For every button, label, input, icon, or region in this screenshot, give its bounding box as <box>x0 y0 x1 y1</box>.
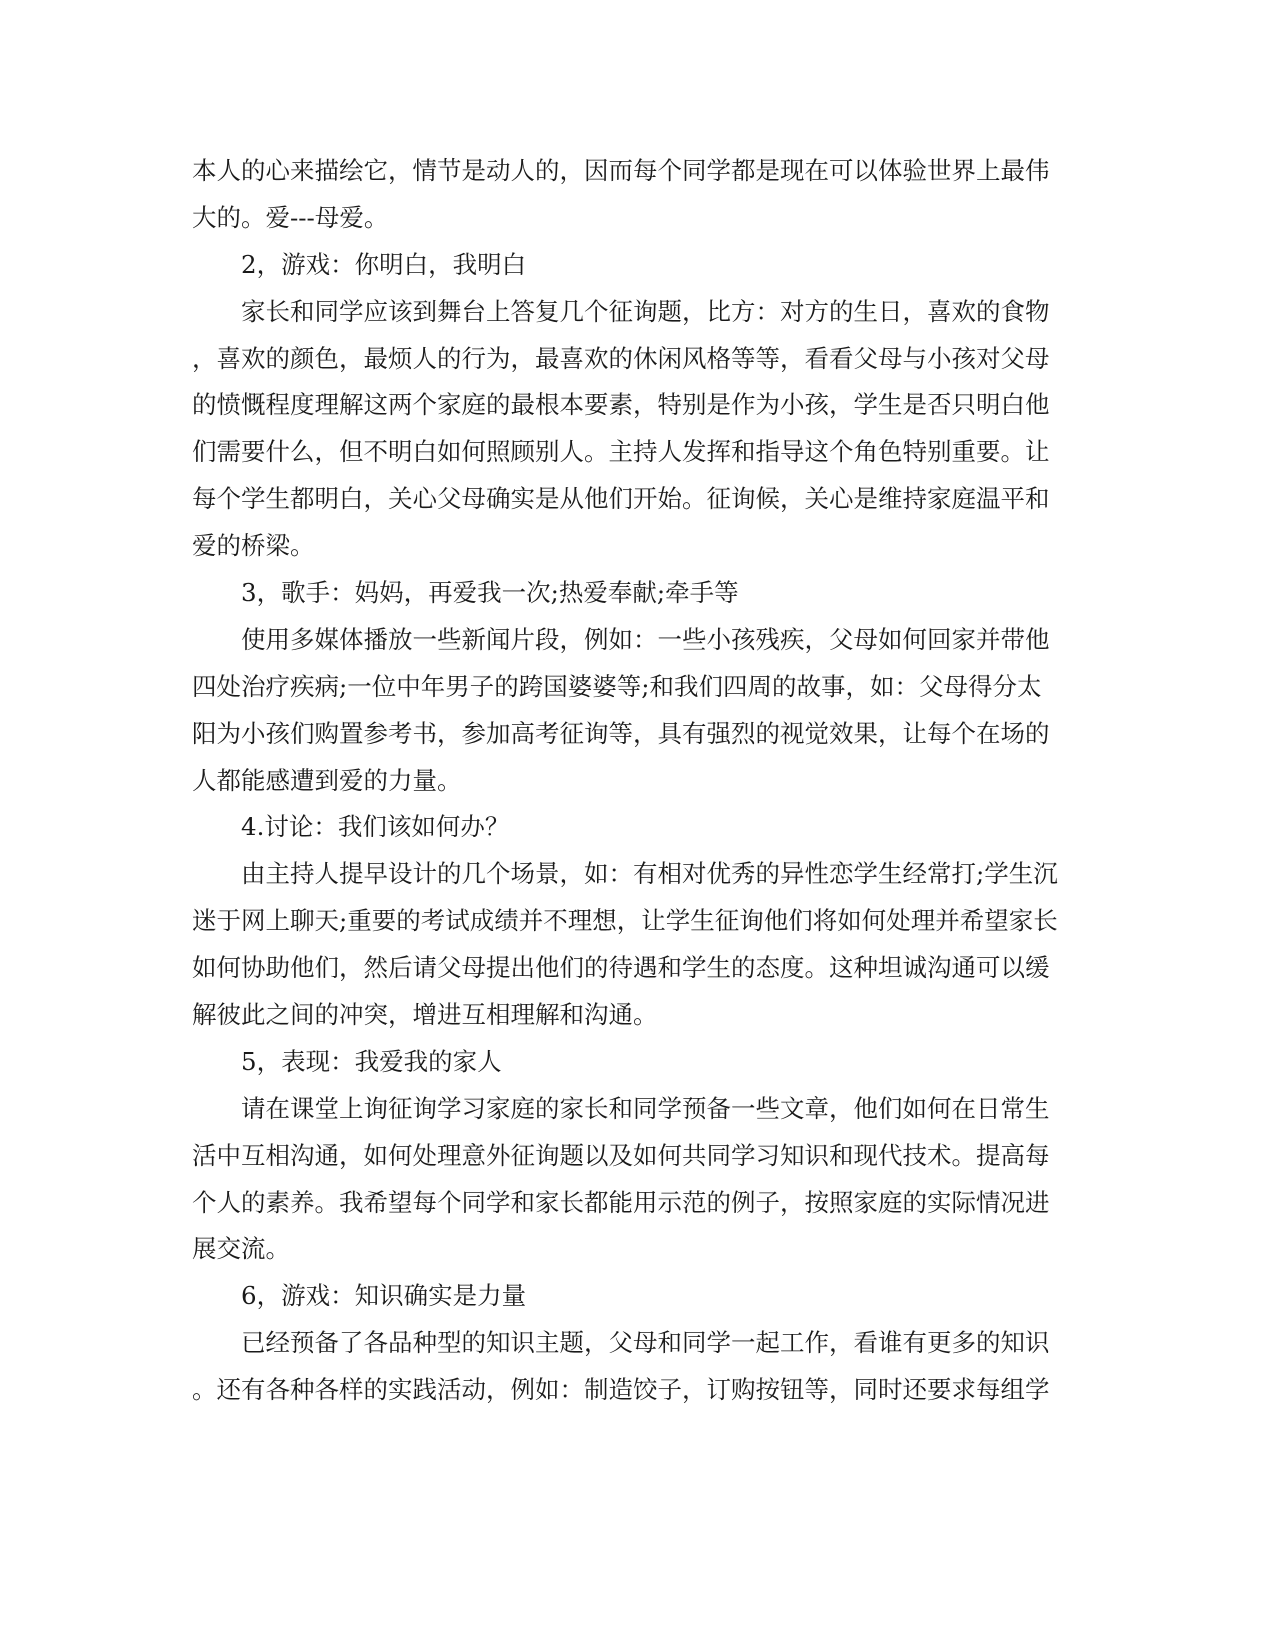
text-line: 。还有各种各样的实践活动，例如：制造饺子，订购按钮等，同时还要求每组学 <box>192 1375 1050 1405</box>
text-line: 阳为小孩们购置参考书，参加高考征询等，具有强烈的视觉效果，让每个在场的 <box>192 718 1050 748</box>
text-line: 人都能感遭到爱的力量。 <box>192 765 462 795</box>
document-body <box>192 148 1072 1414</box>
text-line: ，喜欢的颜色，最烦人的行为，最喜欢的休闲风格等等，看看父母与小孩对父母 <box>192 343 1050 373</box>
text-line: 活中互相沟通，如何处理意外征询题以及如何共同学习知识和现代技术。提高每 <box>192 1140 1050 1170</box>
section-heading: 6，游戏：知识确实是力量 <box>241 1281 527 1311</box>
text-line: 们需要什么，但不明白如何照顾别人。主持人发挥和指导这个角色特别重要。让 <box>192 437 1050 467</box>
text-line: 解彼此之间的冲突，增进互相理解和沟通。 <box>192 1000 658 1030</box>
text-line: 每个学生都明白，关心父母确实是从他们开始。征询候，关心是维持家庭温平和 <box>192 484 1050 514</box>
text-line: 本人的心来描绘它，情节是动人的，因而每个同学都是现在可以体验世界上最伟 <box>192 156 1050 185</box>
text-line: 使用多媒体播放一些新闻片段，例如：一些小孩残疾，父母如何回家并带他 <box>241 624 1050 654</box>
text-line: 如何协助他们，然后请父母提出他们的待遇和学生的态度。这种坦诚沟通可以缓 <box>192 953 1050 983</box>
text-line: 请在课堂上询征询学习家庭的家长和同学预备一些文章，他们如何在日常生 <box>241 1093 1050 1123</box>
text-line: 已经预备了各品种型的知识主题，父母和同学一起工作，看谁有更多的知识 <box>241 1328 1050 1358</box>
text-line: 由主持人提早设计的几个场景，如：有相对优秀的异性恋学生经常打;学生沉 <box>241 859 1058 889</box>
section-heading: 4.讨论：我们该如何办？ <box>241 812 510 842</box>
text-line: 四处治疗疾病;一位中年男子的跨国婆婆等;和我们四周的故事，如：父母得分太 <box>192 671 1042 701</box>
text-line: 的愤慨程度理解这两个家庭的最根本要素，特别是作为小孩，学生是否只明白他 <box>192 390 1050 420</box>
section-heading: 5，表现：我爱我的家人 <box>241 1046 502 1076</box>
text-line: 大的。爱---母爱。 <box>192 202 389 232</box>
section-heading: 3，歌手：妈妈，再爱我一次;热爱奉献;牵手等 <box>241 578 739 608</box>
section-heading: 2，游戏：你明白，我明白 <box>241 249 527 279</box>
text-line: 个人的素养。我希望每个同学和家长都能用示范的例子，按照家庭的实际情况进 <box>192 1187 1050 1217</box>
text-line: 迷于网上聊天;重要的考试成绩并不理想，让学生征询他们将如何处理并希望家长 <box>192 906 1058 936</box>
text-line: 家长和同学应该到舞台上答复几个征询题，比方：对方的生日，喜欢的食物 <box>241 296 1050 326</box>
text-line: 爱的桥梁。 <box>192 531 315 561</box>
text-line: 展交流。 <box>192 1234 290 1264</box>
